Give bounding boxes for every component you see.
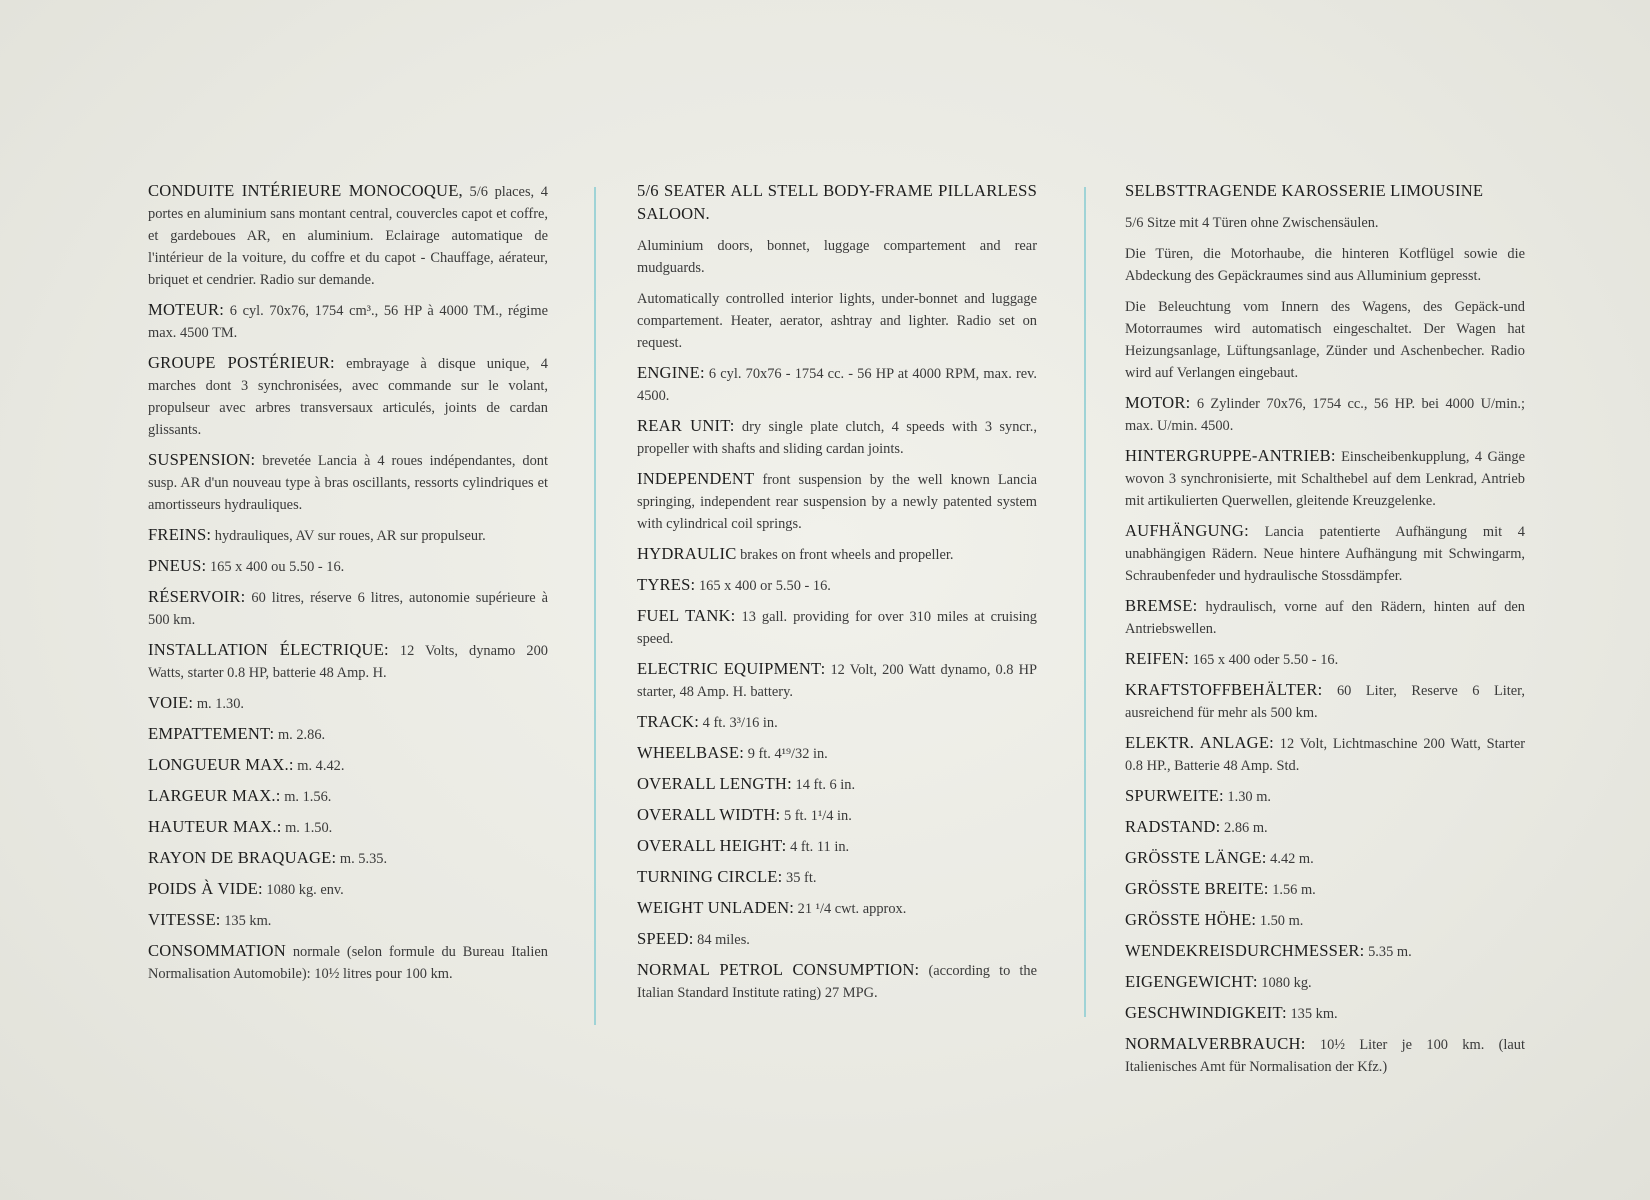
spec-label: VITESSE:: [148, 910, 221, 929]
spec-entry: [637, 362, 1037, 407]
spec-text: 12 Volts, dynamo 200 Watts, starter 0.8 HP, batterie 48 Amp. H.: [148, 643, 548, 681]
spec-label: SPEED:: [637, 929, 694, 948]
spec-label: TURNING CIRCLE:: [637, 867, 783, 886]
spec-entry: [148, 878, 548, 901]
spec-entry: [1125, 520, 1525, 587]
spec-entry: [1125, 940, 1525, 963]
spec-text: m. 5.35.: [336, 851, 388, 867]
spec-text: m. 1.56.: [280, 789, 332, 805]
spec-entry: [637, 835, 1037, 858]
spec-label: RADSTAND:: [1125, 817, 1221, 836]
spec-entry: [148, 909, 548, 932]
spec-text: m. 1.30.: [193, 696, 245, 712]
spec-entry: [1125, 785, 1525, 808]
spec-text: front suspension by the well known Lancia springing, independent rear suspension by a newly patented system with cylindrical coil springs.: [637, 472, 1037, 532]
spec-label: OVERALL LENGTH:: [637, 774, 792, 793]
spec-text: 4 ft. 3³/16 in.: [699, 715, 778, 731]
spec-entry: [637, 543, 1037, 566]
spec-entry: [148, 847, 548, 870]
spec-label: BREMSE:: [1125, 596, 1198, 615]
spec-text: 4 ft. 11 in.: [786, 839, 850, 855]
spec-label: OVERALL HEIGHT:: [637, 836, 787, 855]
spec-text: 12 Volt, Lichtmaschine 200 Watt, Starter 0.8 HP., Batterie 48 Amp. Std.: [1125, 736, 1526, 774]
spec-label: HINTERGRUPPE-ANTRIEB:: [1125, 446, 1336, 465]
spec-entry: [148, 816, 548, 839]
spec-text: 135 km.: [1286, 1006, 1338, 1022]
spec-text: 6 cyl. 70x76 - 1754 cc. - 56 HP at 4000 RPM, max. rev. 4500.: [637, 366, 1037, 404]
spec-entry: [637, 468, 1037, 535]
spec-label: SPURWEITE:: [1125, 786, 1224, 805]
spec-entry: [637, 804, 1037, 827]
spec-entry: [1125, 180, 1525, 203]
spec-text: 1.56 m.: [1268, 882, 1316, 898]
spec-entry: [148, 639, 548, 684]
spec-entry: [637, 742, 1037, 765]
spec-text: Aluminium doors, bonnet, luggage compartement and rear mudguards.: [637, 238, 1037, 276]
spec-entry: [637, 866, 1037, 889]
spec-label: GROUPE POSTÉRIEUR:: [148, 353, 335, 372]
spec-text: 14 ft. 6 in.: [791, 777, 856, 793]
spec-entry: [1125, 971, 1525, 994]
spec-text: hydrauliques, AV sur roues, AR sur propulseur.: [211, 528, 486, 544]
spec-text: 165 x 400 ou 5.50 - 16.: [206, 559, 345, 575]
spec-text: 13 gall. providing for over 310 miles at cruising speed.: [637, 609, 1037, 647]
spec-label: MOTOR:: [1125, 393, 1191, 412]
spec-label: EIGENGEWICHT:: [1125, 972, 1258, 991]
spec-entry: [637, 605, 1037, 650]
spec-entry: [1125, 445, 1525, 512]
spec-label: INSTALLATION ÉLECTRIQUE:: [148, 640, 389, 659]
spec-text: 1080 kg. env.: [262, 882, 344, 898]
spec-label: SUSPENSION:: [148, 450, 256, 469]
spec-entry: [148, 586, 548, 631]
spec-text: Lancia patentierte Aufhängung mit 4 unabhängigen Rädern. Neue hintere Aufhängung mit Schwingarm, Schraubenfeder und hydraulische Stossdämpfer.: [1125, 524, 1525, 584]
spec-label: INDEPENDENT: [637, 469, 755, 488]
spec-entry: [148, 180, 548, 291]
spec-entry: [148, 692, 548, 715]
spec-entry: [1125, 211, 1525, 234]
spec-label: OVERALL WIDTH:: [637, 805, 781, 824]
spec-entry: [1125, 595, 1525, 640]
spec-label: CONDUITE INTÉRIEURE MONOCOQUE,: [148, 181, 463, 200]
spec-label: LARGEUR MAX.:: [148, 786, 281, 805]
spec-text: brakes on front wheels and propeller.: [736, 547, 954, 563]
spec-text: 84 miles.: [693, 932, 750, 948]
spec-text: Die Beleuchtung vom Innern des Wagens, des Gepäck-und Motorraumes wird automatisch eingeschaltet. Der Wagen hat Heizungsanlage, Lüftungsanlage, Zünder und Aschenbecher. Radio wird auf Verlangen eingebaut.: [1125, 299, 1525, 381]
spec-entry: [148, 524, 548, 547]
spec-entry: [1125, 648, 1525, 671]
spec-entry: [148, 299, 548, 344]
column-divider-right: [1084, 187, 1086, 1017]
spec-text: m. 4.42.: [293, 758, 345, 774]
spec-entry: [637, 959, 1037, 1004]
spec-text: 21 ¹/4 cwt. approx.: [794, 901, 907, 917]
spec-text: embrayage à disque unique, 4 marches dont 3 synchronisées, avec commande sur le volant, propulseur avec arbres transversaux articulés, joints de cardan glissants.: [148, 356, 548, 438]
german-specs-column: [1125, 180, 1525, 1086]
spec-entry: [637, 658, 1037, 703]
spec-text: 4.42 m.: [1266, 851, 1314, 867]
spec-entry: [637, 711, 1037, 734]
spec-entry: [1125, 1002, 1525, 1025]
spec-label: VOIE:: [148, 693, 194, 712]
spec-entry: [637, 234, 1037, 279]
spec-entry: [637, 897, 1037, 920]
spec-entry: [1125, 679, 1525, 724]
spec-entry: [637, 928, 1037, 951]
spec-label: TYRES:: [637, 575, 696, 594]
spec-entry: [1125, 392, 1525, 437]
spec-entry: [1125, 816, 1525, 839]
spec-label: GRÖSSTE LÄNGE:: [1125, 848, 1267, 867]
spec-label: KRAFTSTOFFBEHÄLTER:: [1125, 680, 1323, 699]
spec-entry: [148, 555, 548, 578]
spec-entry: [637, 574, 1037, 597]
english-specs-column: [637, 180, 1037, 1012]
spec-label: FUEL TANK:: [637, 606, 736, 625]
spec-text: 135 km.: [220, 913, 272, 929]
column-divider-left: [594, 187, 596, 1025]
spec-label: NORMAL PETROL CONSUMPTION:: [637, 960, 920, 979]
spec-label: PNEUS:: [148, 556, 207, 575]
spec-label: WHEELBASE:: [637, 743, 745, 762]
spec-text: 10½ Liter je 100 km. (laut Italienisches Amt für Normalisation der Kfz.): [1125, 1037, 1525, 1075]
spec-label: RÉSERVOIR:: [148, 587, 246, 606]
spec-text: dry single plate clutch, 4 speeds with 3 syncr., propeller with shafts and sliding cardan joints.: [637, 419, 1037, 457]
spec-label: NORMALVERBRAUCH:: [1125, 1034, 1306, 1053]
spec-entry: [637, 180, 1037, 226]
spec-label: CONSOMMATION: [148, 941, 286, 960]
spec-label: GRÖSSTE HÖHE:: [1125, 910, 1257, 929]
spec-text: Die Türen, die Motorhaube, die hinteren Kotflügel sowie die Abdeckung des Gepäckraumes sind aus Alluminium gepresst.: [1125, 246, 1525, 284]
spec-text: Automatically controlled interior lights, under-bonnet and luggage compartement. Heater, aerator, ashtray and lighter. Radio set on request.: [637, 291, 1037, 351]
french-specs-column: [148, 180, 548, 993]
spec-entry: [1125, 295, 1525, 384]
spec-entry: [637, 415, 1037, 460]
spec-text: 1080 kg.: [1257, 975, 1312, 991]
spec-text: 1.50 m.: [1256, 913, 1304, 929]
spec-label: ENGINE:: [637, 363, 705, 382]
spec-entry: [1125, 1033, 1525, 1078]
spec-entry: [1125, 878, 1525, 901]
spec-text: m. 1.50.: [281, 820, 333, 836]
spec-text: brevetée Lancia à 4 roues indépendantes, dont susp. AR d'un nouveau type à bras oscillants, ressorts cylindriques et amortisseurs hydrauliques.: [148, 453, 548, 513]
spec-text: 60 litres, réserve 6 litres, autonomie supérieure à 500 km.: [148, 590, 548, 628]
spec-label: EMPATTEMENT:: [148, 724, 275, 743]
spec-label: REIFEN:: [1125, 649, 1190, 668]
spec-text: normale (selon formule du Bureau Italien Normalisation Automobile): 10½ litres pour 100 km.: [148, 944, 548, 982]
spec-text: (according to the Italian Standard Institute rating) 27 MPG.: [637, 963, 1037, 1001]
spec-label: GRÖSSTE BREITE:: [1125, 879, 1269, 898]
spec-label: MOTEUR:: [148, 300, 225, 319]
spec-entry: [148, 352, 548, 441]
spec-label: FREINS:: [148, 525, 212, 544]
spec-entry: [637, 287, 1037, 354]
spec-entry: [148, 723, 548, 746]
spec-label: TRACK:: [637, 712, 700, 731]
spec-label: HYDRAULIC: [637, 544, 737, 563]
spec-text: hydraulisch, vorne auf den Rädern, hinten auf den Antriebswellen.: [1125, 599, 1525, 637]
spec-label: WEIGHT UNLADEN:: [637, 898, 795, 917]
spec-text: Einscheibenkupplung, 4 Gänge wovon 3 synchronisierte, mit Schalthebel auf dem Lenkrad, Antrieb mit artikulierten Querwellen, gleitende Kreuzgelenke.: [1125, 449, 1525, 509]
spec-text: 6 cyl. 70x76, 1754 cm³., 56 HP à 4000 TM., régime max. 4500 TM.: [148, 303, 548, 341]
spec-entry: [148, 940, 548, 985]
spec-label: LONGUEUR MAX.:: [148, 755, 294, 774]
spec-label: ELECTRIC EQUIPMENT:: [637, 659, 826, 678]
spec-label: REAR UNIT:: [637, 416, 735, 435]
spec-label: GESCHWINDIGKEIT:: [1125, 1003, 1287, 1022]
spec-text: 1.30 m.: [1223, 789, 1271, 805]
spec-text: 2.86 m.: [1220, 820, 1268, 836]
spec-text: 5 ft. 1¹/4 in.: [780, 808, 852, 824]
spec-entry: [1125, 732, 1525, 777]
spec-text: 9 ft. 4¹⁹/32 in.: [744, 746, 828, 762]
spec-label: SELBSTTRAGENDE KAROSSERIE LIMOUSINE: [1125, 181, 1484, 200]
spec-label: 5/6 SEATER ALL STELL BODY-FRAME PILLARLESS SALOON.: [637, 181, 1037, 223]
spec-label: RAYON DE BRAQUAGE:: [148, 848, 337, 867]
spec-text: 5.35 m.: [1364, 944, 1412, 960]
spec-entry: [1125, 847, 1525, 870]
spec-text: 6 Zylinder 70x76, 1754 cc., 56 HP. bei 4000 U/min.; max. U/min. 4500.: [1125, 396, 1525, 434]
spec-label: ELEKTR. ANLAGE:: [1125, 733, 1274, 752]
spec-text: 165 x 400 oder 5.50 - 16.: [1189, 652, 1339, 668]
spec-text: 35 ft.: [782, 870, 817, 886]
spec-entry: [637, 773, 1037, 796]
spec-entry: [148, 449, 548, 516]
spec-text: 5/6 Sitze mit 4 Türen ohne Zwischensäulen.: [1125, 215, 1379, 231]
spec-text: 60 Liter, Reserve 6 Liter, ausreichend für mehr als 500 km.: [1125, 683, 1525, 721]
spec-label: WENDEKREISDURCHMESSER:: [1125, 941, 1365, 960]
spec-entry: [1125, 242, 1525, 287]
spec-text: 5/6 places, 4 portes en aluminium sans montant central, couvercles capot et coffre, et gardeboues AR, en aluminium. Eclairage automatique de l'intérieur de la voiture, du coffre et du capot - Chauffage, aérateur, briquet et cendrier. Radio sur demande.: [148, 184, 548, 288]
spec-text: 165 x 400 or 5.50 - 16.: [695, 578, 831, 594]
spec-label: AUFHÄNGUNG:: [1125, 521, 1249, 540]
spec-text: 12 Volt, 200 Watt dynamo, 0.8 HP starter, 48 Amp. H. battery.: [637, 662, 1037, 700]
spec-text: m. 2.86.: [274, 727, 326, 743]
spec-label: HAUTEUR MAX.:: [148, 817, 282, 836]
spec-entry: [1125, 909, 1525, 932]
spec-label: POIDS À VIDE:: [148, 879, 263, 898]
spec-entry: [148, 754, 548, 777]
spec-entry: [148, 785, 548, 808]
